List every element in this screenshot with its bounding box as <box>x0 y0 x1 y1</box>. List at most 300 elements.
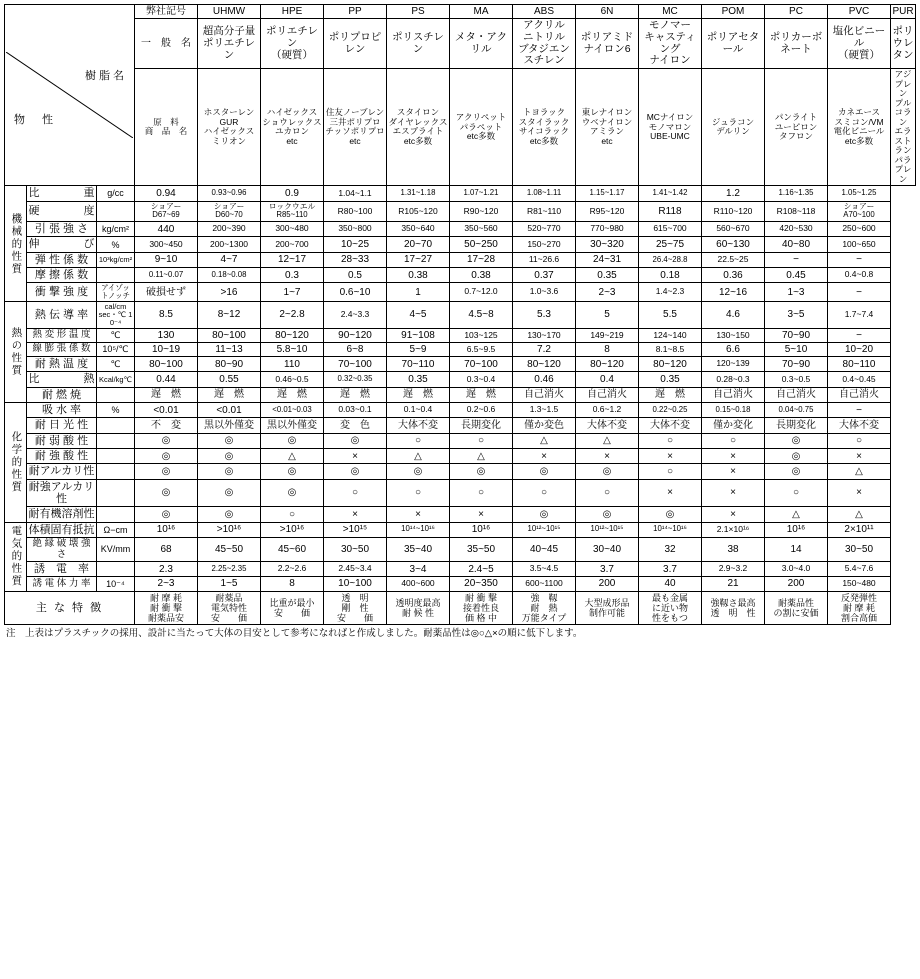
text-line: 安 価 <box>210 612 247 623</box>
text-line: ショアー <box>213 201 245 211</box>
header-general-PP <box>324 19 387 69</box>
cell-PUR-6 <box>828 283 891 302</box>
text-line: × <box>730 450 736 462</box>
text-line: − <box>856 404 862 416</box>
cell-PUR-7 <box>828 302 891 329</box>
cell-UHMW-5 <box>135 268 198 283</box>
text-line: ○ <box>351 487 359 499</box>
cell-ABS-17 <box>450 464 513 479</box>
text-line: 10¹⁶ <box>156 524 176 536</box>
cell-PC-18 <box>702 479 765 507</box>
text-line: 90~120 <box>338 329 372 341</box>
text-line: ダイヤレックス <box>388 116 448 127</box>
text-line: ℃ <box>110 359 121 370</box>
text-line: （硬質） <box>271 48 313 61</box>
text-line: 40~45 <box>529 543 559 555</box>
text-line: 1.05~1.25 <box>841 188 877 198</box>
cell-MA-3 <box>387 237 450 252</box>
cell-MC-16 <box>576 449 639 464</box>
cell-PVC-20 <box>765 522 828 537</box>
text-line: etc多数 <box>529 135 559 146</box>
header-code-label: 弊社記号 <box>135 5 198 19</box>
text-line: 比重が最小 <box>269 597 315 608</box>
text-line: ○ <box>477 487 485 499</box>
text-line: 520~770 <box>527 223 561 234</box>
text-line: 大型成形品 <box>584 597 630 608</box>
cell-PS-19 <box>324 507 387 522</box>
cell-HPE-7 <box>198 302 261 329</box>
text-line: 耐薬品安 <box>147 612 184 623</box>
text-line: 5~9 <box>409 343 427 355</box>
text-line: × <box>604 450 610 462</box>
cell-PVC-2 <box>765 222 828 237</box>
property-label: 耐アルカリ性 <box>27 464 97 479</box>
cell-PP-4 <box>261 252 324 267</box>
text-line: 0.45 <box>786 269 806 281</box>
property-label: 熱 伝 導 率 <box>27 302 97 329</box>
text-line: 1.0~3.6 <box>529 286 559 297</box>
text-line: 770~980 <box>590 223 624 234</box>
cell-ABS-16 <box>450 449 513 464</box>
text-line: ○ <box>666 465 674 477</box>
text-line: 0.35 <box>660 374 680 385</box>
unit-label <box>97 418 135 433</box>
text-line: 2~3 <box>598 286 616 298</box>
text-line: △ <box>792 508 800 520</box>
header-brand-HPE <box>261 69 324 186</box>
unit-label <box>97 577 135 591</box>
table-row <box>5 479 916 507</box>
cell-MC-3 <box>576 237 639 252</box>
cell-PC-23 <box>702 577 765 591</box>
text-line: 10~19 <box>151 343 181 355</box>
cell-PS-1 <box>324 201 387 221</box>
text-line: 300~450 <box>149 238 183 249</box>
text-line: 塩化ビニール <box>832 25 886 49</box>
text-line: 遅 燃 <box>655 389 685 401</box>
cell-UHMW-21 <box>135 537 198 561</box>
table-row <box>5 507 916 522</box>
cell-PC-3 <box>702 237 765 252</box>
text-line: △ <box>288 450 296 462</box>
text-line: etc <box>286 135 298 146</box>
text-line: 20~70 <box>403 239 433 250</box>
group-label-text: 機械的性質 <box>10 212 23 275</box>
text-line: ハイゼックス <box>203 126 255 137</box>
text-line: 2.1×10¹⁶ <box>716 523 750 534</box>
cell-POM-14 <box>639 418 702 433</box>
cell-PP-18 <box>261 479 324 507</box>
text-line: 0.93~0.96 <box>211 188 247 198</box>
cell-HPE-8 <box>198 328 261 342</box>
text-line: 30~50 <box>844 543 874 555</box>
text-line: >10¹⁵ <box>342 524 368 536</box>
text-line: ブタジエン <box>518 42 570 55</box>
text-line: 0.46~0.5 <box>275 373 309 384</box>
unit-label <box>97 328 135 342</box>
cell-POM-8 <box>639 328 702 342</box>
header-general-PC <box>765 19 828 69</box>
text-line: ポリアセタール <box>706 30 760 55</box>
header-general-label: 一 般 名 <box>135 19 198 69</box>
text-line: 420~530 <box>779 223 813 234</box>
cell-PVC-11 <box>765 372 828 387</box>
text-line: 制作可能 <box>588 607 625 618</box>
text-line: 3.5~4.5 <box>529 563 559 574</box>
text-line: △ <box>540 435 548 447</box>
cell-POM-22 <box>639 562 702 577</box>
cell-PVC-14 <box>765 418 828 433</box>
text-line: 自己消火 <box>524 389 564 401</box>
cell-PVC-12 <box>765 387 828 402</box>
feature-6N <box>513 591 576 624</box>
cell-MA-16 <box>387 449 450 464</box>
text-line: Kcal/kg℃ <box>98 374 133 384</box>
text-line: 32 <box>664 543 676 555</box>
text-line: 0.18~0.08 <box>211 269 247 279</box>
text-line: R80~100 <box>337 205 373 216</box>
header-code-ABS: ABS <box>513 5 576 19</box>
header-general-UHMW <box>198 19 261 69</box>
cell-MA-12 <box>387 387 450 402</box>
text-line: 10³kg/cm² <box>98 254 133 264</box>
text-line: 遅 燃 <box>466 389 496 401</box>
header-brand-6N <box>576 69 639 186</box>
text-line: 11~13 <box>215 343 243 355</box>
header-general-PUR <box>891 19 916 69</box>
text-line: △ <box>414 450 422 462</box>
text-line: 0.1~0.4 <box>403 404 433 415</box>
unit-label <box>97 522 135 537</box>
header-code-PUR: PUR <box>892 6 914 17</box>
cell-POM-16 <box>639 449 702 464</box>
text-line: ホスターレン <box>203 107 255 118</box>
cell-UHMW-18 <box>135 479 198 507</box>
text-line: 三井ポリプロ <box>329 116 381 127</box>
text-line: ショウレックス <box>262 116 322 127</box>
cell-MA-1 <box>387 201 450 221</box>
text-line: 耐 熱 <box>530 602 558 613</box>
cell-MC-20 <box>576 522 639 537</box>
table-row <box>5 418 916 433</box>
cell-ABS-20 <box>450 522 513 537</box>
text-line: − <box>793 254 799 266</box>
text-line: 黒以外僅変 <box>204 419 254 431</box>
cell-6N-5 <box>513 268 576 283</box>
cell-MC-18 <box>576 479 639 507</box>
text-line: >10¹⁶ <box>279 524 305 536</box>
text-line: 8 <box>289 578 295 590</box>
cell-MA-23 <box>387 577 450 591</box>
text-line: etc多数 <box>466 131 496 142</box>
text-line: ◎ <box>224 487 234 499</box>
table-row <box>5 222 916 237</box>
cell-HPE-14 <box>198 418 261 433</box>
cell-ABS-4 <box>450 252 513 267</box>
text-line: 10¹²~10¹⁵ <box>590 524 624 534</box>
text-line: 1~3 <box>787 286 805 298</box>
text-line: 2~3 <box>157 578 175 590</box>
text-line: kg/cm² <box>102 224 129 235</box>
cell-6N-11 <box>513 372 576 387</box>
cell-PC-13 <box>702 403 765 418</box>
cell-ABS-22 <box>450 562 513 577</box>
text-line: × <box>478 508 484 520</box>
header-row-general-name <box>5 19 916 69</box>
text-line: 長期変化 <box>776 419 816 431</box>
text-line: 1.2 <box>726 187 740 199</box>
text-line: 1 <box>415 286 421 298</box>
cell-PUR-16 <box>828 449 891 464</box>
text-line: 30~320 <box>590 239 624 250</box>
cell-MA-15 <box>387 433 450 448</box>
cell-ABS-12 <box>450 387 513 402</box>
cell-PP-12 <box>261 387 324 402</box>
text-line: ◎ <box>539 465 549 477</box>
cell-PVC-17 <box>765 464 828 479</box>
text-line: 10¹²~10¹⁵ <box>527 524 561 534</box>
group-label-text: 熱の性質 <box>10 327 23 378</box>
cell-UHMW-9 <box>135 342 198 356</box>
text-line: 80~120 <box>653 358 687 370</box>
cell-PS-21 <box>324 537 387 561</box>
header-code-MC: MC <box>639 5 702 19</box>
text-line: 性をもつ <box>651 612 688 623</box>
table-row <box>5 387 916 402</box>
property-label: 耐 熱 温 度 <box>27 357 97 372</box>
cell-MA-11 <box>387 372 450 387</box>
text-line: 耐薬品 <box>215 592 243 603</box>
text-line: 80~100 <box>212 329 246 341</box>
cell-PC-7 <box>702 302 765 329</box>
text-line: 3~5 <box>787 309 805 321</box>
cell-PP-10 <box>261 357 324 372</box>
text-line: 10~100 <box>338 578 372 590</box>
text-line: 大体不変 <box>398 419 438 431</box>
text-line: 1.7~7.4 <box>844 309 874 320</box>
property-label: 線 膨 張 係 数 <box>27 342 97 356</box>
unit-label <box>97 283 135 302</box>
text-line: 10~25 <box>340 239 370 250</box>
cell-PP-5 <box>261 268 324 283</box>
text-line: 2×10¹¹ <box>844 524 874 536</box>
text-line: アジプレン <box>894 69 912 99</box>
text-line: 1.3~1.5 <box>529 404 559 415</box>
cell-6N-12 <box>513 387 576 402</box>
text-line: ◎ <box>224 465 234 477</box>
text-line: etc <box>349 135 361 146</box>
text-line: ○ <box>414 435 422 447</box>
header-brand-UHMW <box>198 69 261 186</box>
cell-UHMW-2 <box>135 222 198 237</box>
cell-PVC-3 <box>765 237 828 252</box>
table-row <box>5 252 916 267</box>
cell-PUR-21 <box>828 537 891 561</box>
text-line: 電化ビニール <box>833 126 885 137</box>
text-line: 0.28~0.3 <box>716 373 750 384</box>
cell-PUR-23 <box>828 577 891 591</box>
text-line: − <box>856 329 862 341</box>
cell-ABS-23 <box>450 577 513 591</box>
text-line: R81~110 <box>526 205 562 216</box>
cell-HPE-5 <box>198 268 261 283</box>
header-general-ABS <box>513 19 576 69</box>
text-line: ◎ <box>287 465 297 477</box>
text-line: 0.11~0.07 <box>148 269 184 279</box>
cell-POM-9 <box>639 342 702 356</box>
text-line: △ <box>855 465 863 477</box>
text-line: 万能タイプ <box>521 612 567 623</box>
text-line: >16 <box>220 286 238 298</box>
text-line: R90~120 <box>463 205 499 216</box>
cell-PUR-0 <box>828 186 891 201</box>
text-line: 0.3~0.4 <box>466 373 496 384</box>
cell-PP-14 <box>261 418 324 433</box>
text-line: 130~170 <box>527 329 561 340</box>
header-brand-PVC <box>828 69 891 186</box>
header-general-MA <box>450 19 513 69</box>
cell-PC-22 <box>702 562 765 577</box>
cell-6N-22 <box>513 562 576 577</box>
text-line: 耐 衝 撃 <box>464 592 497 603</box>
cell-PUR-3 <box>828 237 891 252</box>
text-line: 5.3 <box>537 309 551 321</box>
text-line: メタ・アクリル <box>454 30 508 55</box>
text-line: ポリエチレン <box>202 36 256 61</box>
text-line: 80~100 <box>149 358 183 370</box>
cell-PS-14 <box>324 418 387 433</box>
cell-HPE-3 <box>198 237 261 252</box>
cell-UHMW-17 <box>135 464 198 479</box>
text-line: 38 <box>727 543 739 555</box>
text-line: 0.5 <box>348 269 362 281</box>
cell-ABS-10 <box>450 357 513 372</box>
text-line: ニトリル <box>523 30 565 43</box>
header-code-PC: PC <box>765 5 828 19</box>
cell-ABS-5 <box>450 268 513 283</box>
text-line: 80~120 <box>590 358 624 370</box>
text-line: ○ <box>729 435 737 447</box>
unit-label <box>97 479 135 507</box>
text-line: 安 価 <box>273 607 310 618</box>
text-line: サイコラック <box>519 126 569 137</box>
text-line: 30~50 <box>340 543 370 555</box>
text-line: ◎ <box>161 450 171 462</box>
text-line: 破損せず <box>146 286 186 298</box>
text-line: 80~90 <box>214 358 244 370</box>
text-line: 9~10 <box>154 254 178 266</box>
text-line: 100~650 <box>842 238 876 249</box>
text-line: ◎ <box>161 487 171 499</box>
text-line: 1.04~1.1 <box>338 187 372 198</box>
text-line: 200 <box>598 578 616 590</box>
cell-MC-23 <box>576 577 639 591</box>
property-label: 耐 強 酸 性 <box>27 449 97 464</box>
cell-MC-5 <box>576 268 639 283</box>
text-line: 17~27 <box>403 254 433 266</box>
text-line: 124~140 <box>653 329 687 340</box>
text-line: 4.6 <box>726 309 740 321</box>
text-line: <0.01~0.03 <box>272 404 312 414</box>
text-line: A70~100 <box>843 210 875 220</box>
header-brand-PS <box>387 69 450 186</box>
text-line: エスブライト <box>392 126 444 137</box>
cell-PS-16 <box>324 449 387 464</box>
cell-MC-14 <box>576 418 639 433</box>
cell-PVC-5 <box>765 268 828 283</box>
text-line: ショアー <box>150 201 182 211</box>
cell-MA-19 <box>387 507 450 522</box>
text-line: 割合高価 <box>840 612 877 623</box>
text-line: 価 格 中 <box>464 612 497 623</box>
text-line: 0.44 <box>156 374 176 385</box>
text-line: 最も金属 <box>651 592 688 603</box>
cell-ABS-2 <box>450 222 513 237</box>
text-line: etc多数 <box>403 135 433 146</box>
group-label-electrical <box>5 522 27 591</box>
cell-PC-17 <box>702 464 765 479</box>
property-label: 絶 縁 破 壊 強 さ <box>27 537 97 561</box>
text-line: 1.4~2.3 <box>655 286 685 297</box>
cell-PP-15 <box>261 433 324 448</box>
cell-PVC-13 <box>765 403 828 418</box>
cell-MA-21 <box>387 537 450 561</box>
text-line: 70~110 <box>401 358 435 370</box>
text-line: 0.37 <box>534 269 554 281</box>
cell-ABS-14 <box>450 418 513 433</box>
feature-PUR <box>828 591 891 624</box>
text-line: ◎ <box>539 508 549 520</box>
unit-label <box>97 507 135 522</box>
cell-HPE-15 <box>198 433 261 448</box>
text-line: 3~4 <box>409 563 427 575</box>
cell-PP-7 <box>261 302 324 329</box>
text-line: 0.18 <box>660 269 680 281</box>
cell-MA-0 <box>387 186 450 201</box>
cell-UHMW-14 <box>135 418 198 433</box>
text-line: ◎ <box>161 508 171 520</box>
text-line: 150~480 <box>842 578 876 589</box>
text-line: × <box>856 450 862 462</box>
text-line: 耐 衝 撃 <box>149 602 182 613</box>
property-label: 誘 電 率 <box>27 562 97 577</box>
header-brand-label <box>135 69 198 186</box>
cell-6N-3 <box>513 237 576 252</box>
text-line: 0.35 <box>408 374 428 385</box>
text-line: × <box>352 450 358 462</box>
header-brand-ABS <box>513 69 576 186</box>
text-line: R108~118 <box>776 205 816 216</box>
text-line: × <box>352 508 358 520</box>
text-line: ポリプロピレン <box>328 30 382 55</box>
cell-PS-12 <box>324 387 387 402</box>
cell-PUR-2 <box>828 222 891 237</box>
cell-PS-0 <box>324 186 387 201</box>
header-brand-PP <box>324 69 387 186</box>
text-line: 剛 性 <box>341 602 369 613</box>
cell-6N-23 <box>513 577 576 591</box>
cell-PS-15 <box>324 433 387 448</box>
text-line: ポリエチレン <box>265 25 319 49</box>
text-line: <0.01 <box>153 404 179 416</box>
cell-PC-12 <box>702 387 765 402</box>
text-line: ◎ <box>602 465 612 477</box>
unit-label <box>97 464 135 479</box>
text-line: 僅か変色 <box>524 419 564 431</box>
text-line: % <box>111 405 120 416</box>
cell-HPE-6 <box>198 283 261 302</box>
text-line: KV/mm <box>100 544 131 555</box>
